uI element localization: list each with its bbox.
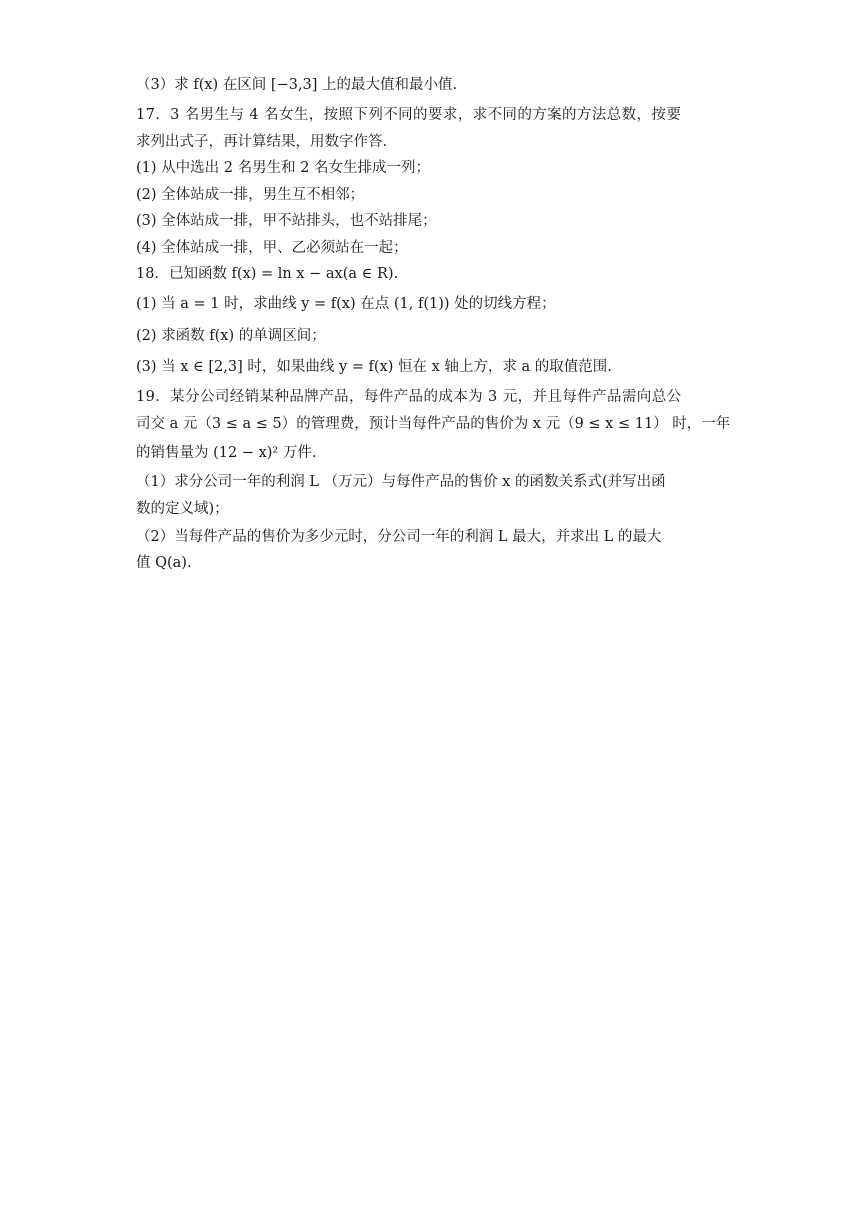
- q19-part1-line2: 数的定义域)；: [136, 501, 229, 517]
- q16-part3: （3）求 f(x) 在区间 [−3,3] 上的最大值和最小值.: [136, 77, 458, 93]
- q17-part3: (3) 全体站成一排，甲不站排头，也不站排尾；: [136, 213, 437, 229]
- q19-part1-line1: （1）求分公司一年的利润 L （万元）与每件产品的售价 x 的函数关系式(并写出函: [136, 474, 666, 490]
- q19-stem-line3: 的销售量为 (12 − x)² 万件.: [136, 445, 317, 461]
- q19-part2-line2: 值 Q(a).: [136, 555, 192, 571]
- q19-stem-line1: 19．某分公司经销某种品牌产品，每件产品的成本为 3 元，并且每件产品需向总公: [136, 389, 682, 405]
- q17-part1: (1) 从中选出 2 名男生和 2 名女生排成一列；: [136, 160, 431, 176]
- q17-stem-line2: 求列出式子，再计算结果，用数字作答.: [136, 134, 388, 150]
- q17-stem-line1: 17．3 名男生与 4 名女生，按照下列不同的要求，求不同的方案的方法总数，按要: [136, 107, 682, 123]
- q19-part2-line1: （2）当每件产品的售价为多少元时，分公司一年的利润 L 最大，并求出 L 的最大: [136, 529, 662, 545]
- q18-part2: (2) 求函数 f(x) 的单调区间；: [136, 328, 326, 344]
- q19-stem-line2: 司交 a 元（3 ≤ a ≤ 5）的管理费，预计当每件产品的售价为 x 元（9 ≤ x ≤ 11） 时，一年: [136, 416, 731, 432]
- q17-part2: (2) 全体站成一排，男生互不相邻；: [136, 187, 365, 203]
- q18-part3: (3) 当 x ∈ [2,3] 时，如果曲线 y = f(x) 恒在 x 轴上方，求 a 的取值范围.: [136, 359, 612, 375]
- q18-part1: (1) 当 a = 1 时，求曲线 y = f(x) 在点 (1, f(1)) 处的切线方程；: [136, 296, 556, 312]
- q18-stem: 18．已知函数 f(x) = ln x − ax(a ∈ R).: [136, 266, 399, 282]
- q17-part4: (4) 全体站成一排，甲、乙必须站在一起；: [136, 240, 408, 256]
